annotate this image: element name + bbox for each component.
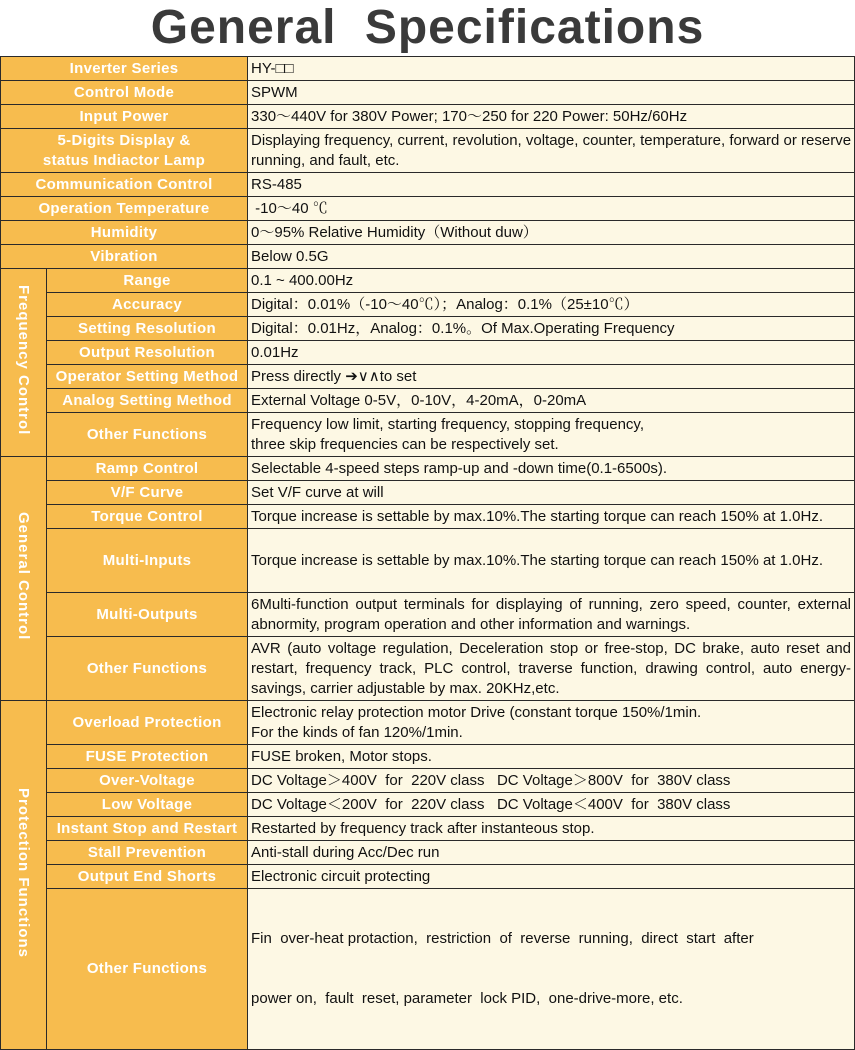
row-label-display-line-1: 5-Digits Display & [57,131,191,149]
table-row [1,701,855,745]
row-label-inverter-series: Inverter Series [1,57,248,81]
row-label-protection-other-functions: Other Functions [47,889,248,1050]
row-value-line: power on, fault reset, parameter lock PID, one-drive-more, etc. [251,990,683,1007]
table-row [1,105,855,129]
row-value-line: three skip frequencies can be respectively set. [251,435,559,453]
table-row [1,129,855,173]
row-label-display [1,129,248,173]
row-value-fuse-protection: FUSE broken, Motor stops. [248,745,855,769]
row-value-analog-setting: External Voltage 0-5V，0-10V，4-20mA，0-20mA [248,389,855,413]
row-label-communication: Communication Control [1,173,248,197]
table-row [1,817,855,841]
row-label-over-voltage: Over-Voltage [47,769,248,793]
table-row [1,365,855,389]
row-label-vf-curve: V/F Curve [47,481,248,505]
page-title: General Specifications [150,1,705,54]
row-label-range: Range [47,269,248,293]
table-row [1,841,855,865]
row-value-ramp-control: Selectable 4-speed steps ramp-up and -down time(0.1-6500s). [248,457,855,481]
row-label-frequency-other-functions: Other Functions [47,413,248,457]
row-label-low-voltage: Low Voltage [47,793,248,817]
row-value-general-other-functions: AVR (auto voltage regulation, Deceleration stop or free-stop, DC brake, auto reset and restart, frequency track, PLC control, traverse function, drawing control, auto energy-savings, carrier adjustable by max. 20KHz,etc. [248,637,855,701]
row-value-instant-stop: Restarted by frequency track after instanteous stop. [248,817,855,841]
group-label-general-control: General Control [1,457,47,701]
table-row [1,865,855,889]
row-value-vibration: Below 0.5G [248,245,855,269]
table-row [1,341,855,365]
table-row [1,889,855,1050]
table-row [1,769,855,793]
row-value-output-resolution: 0.01Hz [248,341,855,365]
row-value-display: Displaying frequency, current, revolution, voltage, counter, temperature, forward or reserve running, and fault, etc. [248,129,855,173]
row-value-line: Fin over-heat protaction, restriction of reverse running, direct start after [251,930,754,947]
table-row [1,457,855,481]
table-row [1,413,855,457]
row-label-humidity: Humidity [1,221,248,245]
row-value-inverter-series: HY-□□ [248,57,855,81]
row-value-multi-outputs: 6Multi-function output terminals for displaying of running, zero speed, counter, external abnormity, program operation and other information and warnings. [248,593,855,637]
table-row [1,593,855,637]
table-row [1,745,855,769]
row-value-operation-temperature: -10～40 ℃ [248,197,855,221]
row-value-output-end-shorts: Electronic circuit protecting [248,865,855,889]
row-value-protection-other-functions [248,889,855,1050]
table-row [1,637,855,701]
row-label-ramp-control: Ramp Control [47,457,248,481]
table-row [1,293,855,317]
row-value-line: Frequency low limit, starting frequency, stopping frequency, [251,415,644,433]
row-label-control-mode: Control Mode [1,81,248,105]
table-row [1,389,855,413]
row-value-line: For the kinds of fan 120%/1min. [251,723,463,741]
row-value-range: 0.1 ~ 400.00Hz [248,269,855,293]
table-row [1,481,855,505]
group-label-protection-functions: Protection Functions [1,701,47,1050]
row-value-control-mode: SPWM [248,81,855,105]
row-label-accuracy: Accuracy [47,293,248,317]
row-label-general-other-functions: Other Functions [47,637,248,701]
row-label-fuse-protection: FUSE Protection [47,745,248,769]
table-row [1,221,855,245]
group-label-frequency-control: Frequency Control [1,269,47,457]
row-label-output-end-shorts: Output End Shorts [47,865,248,889]
row-label-operator-setting: Operator Setting Method [47,365,248,389]
table-row [1,317,855,341]
table-row [1,197,855,221]
table-row [1,269,855,293]
row-label-operation-temperature: Operation Temperature [1,197,248,221]
table-row [1,173,855,197]
row-label-multi-inputs: Multi-Inputs [47,529,248,593]
row-label-output-resolution: Output Resolution [47,341,248,365]
row-value-accuracy: Digital：0.01%（-10～40℃）；Analog：0.1%（25±10℃） [248,293,855,317]
row-value-low-voltage: DC Voltage＜200V for 220V class DC Voltage＜400V for 380V class [248,793,855,817]
row-label-stall-prevention: Stall Prevention [47,841,248,865]
table-row [1,505,855,529]
row-value-operator-setting: Press directly ➔∨∧to set [248,365,855,389]
row-label-vibration: Vibration [1,245,248,269]
row-label-instant-stop: Instant Stop and Restart [47,817,248,841]
row-value-over-voltage: DC Voltage＞400V for 220V class DC Voltage＞800V for 380V class [248,769,855,793]
table-row [1,57,855,81]
row-value-torque-control: Torque increase is settable by max.10%.The starting torque can reach 150% at 1.0Hz. [248,505,855,529]
table-row [1,529,855,593]
row-label-analog-setting: Analog Setting Method [47,389,248,413]
row-value-frequency-other-functions [248,413,855,457]
row-label-display-line-2: status Indiactor Lamp [42,151,206,169]
row-value-line: Electronic relay protection motor Drive (constant torque 150%/1min. [251,703,702,721]
row-value-setting-resolution: Digital：0.01Hz，Analog：0.1%。Of Max.Operating Frequency [248,317,855,341]
row-value-vf-curve: Set V/F curve at will [248,481,855,505]
table-row [1,793,855,817]
row-value-humidity: 0～95% Relative Humidity（Without duw） [248,221,855,245]
row-label-overload-protection: Overload Protection [47,701,248,745]
specifications-table [0,56,855,1050]
row-value-stall-prevention: Anti-stall during Acc/Dec run [248,841,855,865]
row-value-input-power: 330～440V for 380V Power; 170～250 for 220 Power: 50Hz/60Hz [248,105,855,129]
row-label-input-power: Input Power [1,105,248,129]
row-label-setting-resolution: Setting Resolution [47,317,248,341]
row-value-multi-inputs: Torque increase is settable by max.10%.The starting torque can reach 150% at 1.0Hz. [248,529,855,593]
row-label-multi-outputs: Multi-Outputs [47,593,248,637]
row-value-overload-protection [248,701,855,745]
row-value-communication: RS-485 [248,173,855,197]
row-label-torque-control: Torque Control [47,505,248,529]
table-row [1,81,855,105]
table-row [1,245,855,269]
